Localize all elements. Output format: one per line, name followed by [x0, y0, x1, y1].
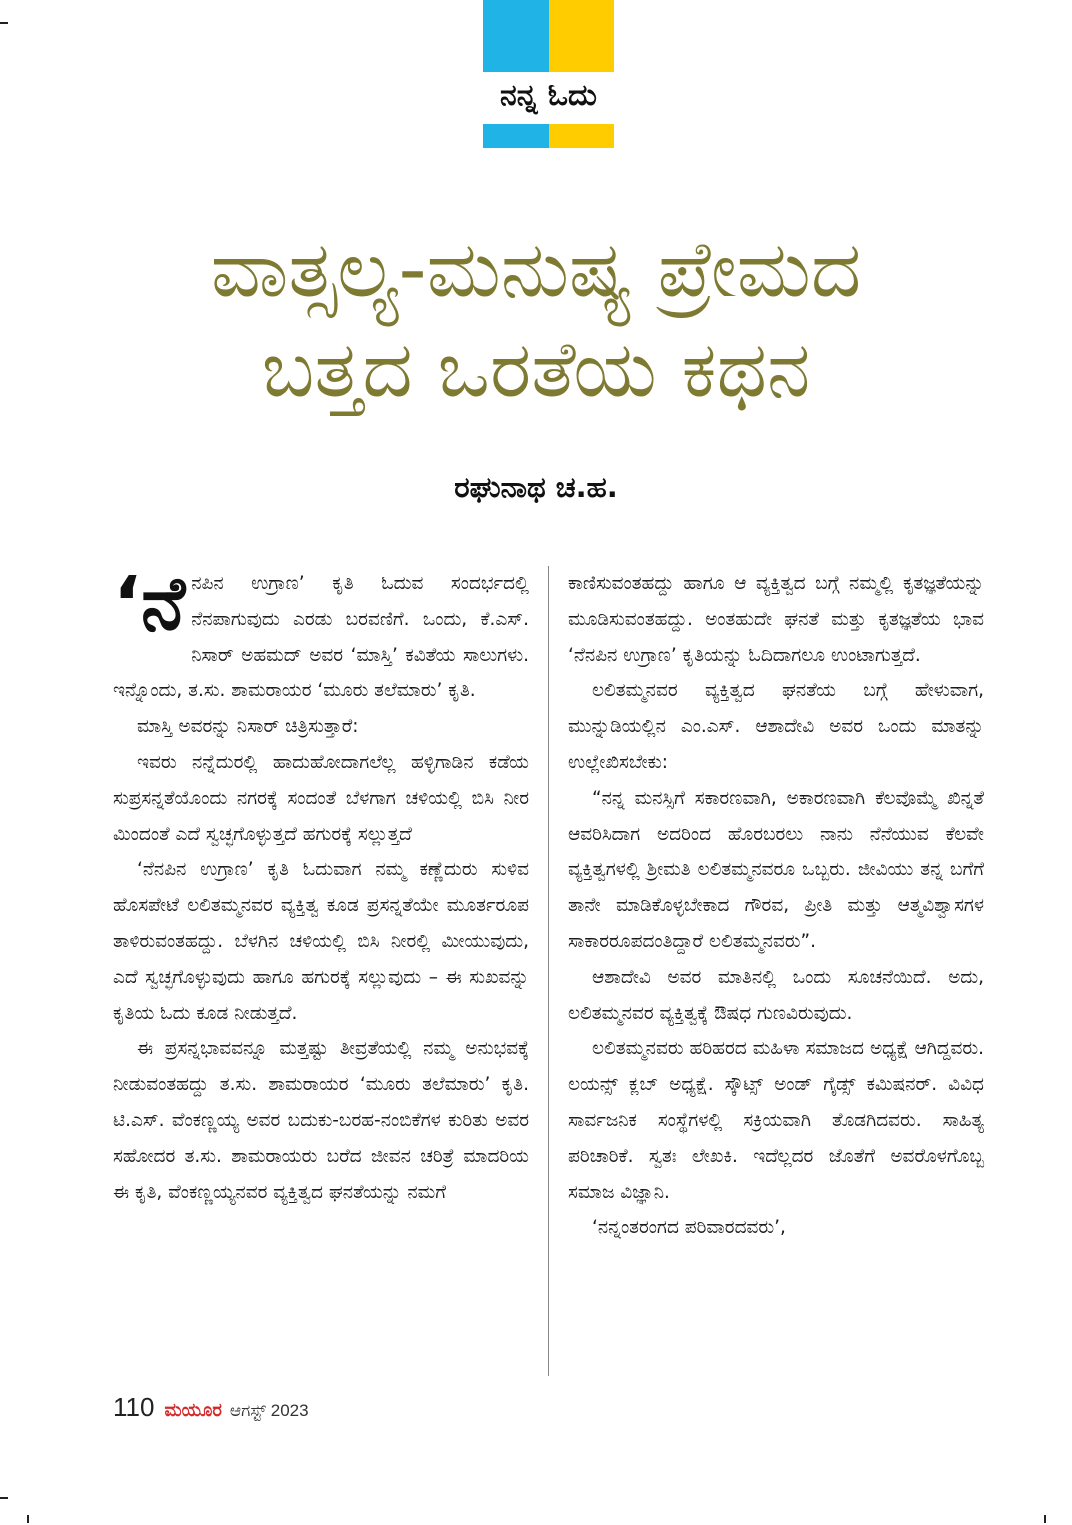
- issue-date: ಆಗಸ್ಟ್ 2023: [229, 1401, 309, 1420]
- paragraph: ‘ನನ್ನಂತರಂಗದ ಪರಿವಾರದವರು’,: [592, 1217, 786, 1239]
- article-title: [60, 220, 1012, 420]
- paragraph: ಈ ಪ್ರಸನ್ನಭಾವವನ್ನೂ ಮತ್ತಷ್ಟು ತೀವ್ರತೆಯಲ್ಲಿ ನಮ್ಮ ಅನುಭವಕ್ಕೆ ನೀಡುವಂತಹದ್ದು ತ.ಸು. ಶಾಮರಾಯರ ‘ಮೂರು ತಲೆಮಾರು’ ಕೃತಿ. ಟಿ.ಎಸ್. ವೆಂಕಣ್ಣಯ್ಯ ಅವರ ಬದುಕು-ಬರಹ-ನಂಬಿಕೆಗಳ ಕುರಿತು ಅವರ ಸಹೋದರ ತ.ಸು. ಶಾಮರಾಯರು ಬರೆದ ಜೀವನ ಚರಿತ್ರೆ ಮಾದರಿಯ ಈ ಕೃತಿ, ವೆಂಕಣ್ಣಯ್ಯನವರ ವ್ಯಕ್ತಿತ್ವದ ಘನತೆಯನ್ನು ನಮಗೆ: [113, 1038, 529, 1203]
- column-divider: [548, 566, 549, 1376]
- left-column: [113, 561, 529, 1210]
- paragraph: ಲಲಿತಮ್ಮನವರು ಹರಿಹರದ ಮಹಿಳಾ ಸಮಾಜದ ಅಧ್ಯಕ್ಷೆ ಆಗಿದ್ದವರು. ಲಯನ್ಸ್ ಕ್ಲಬ್ ಅಧ್ಯಕ್ಷೆ. ಸ್ಕೌಟ್ಸ್ ಅಂಡ್ ಗೈಡ್ಸ್ ಕಮಿಷನರ್. ವಿವಿಧ ಸಾರ್ವಜನಿಕ ಸಂಸ್ಥೆಗಳಲ್ಲಿ ಸಕ್ರಿಯವಾಗಿ ತೊಡಗಿದವರು. ಸಾಹಿತ್ಯ ಪರಿಚಾರಿಕೆ. ಸ್ವತಃ ಲೇಖಕಿ. ಇದೆಲ್ಲದರ ಜೊತೆಗೆ ಅವರೊಳಗೊಬ್ಬ ಸಮಾಜ ವಿಜ್ಞಾನಿ.: [568, 1038, 984, 1203]
- crop-mark: [0, 1497, 8, 1499]
- quotation: “ನನ್ನ ಮನಸ್ಸಿಗೆ ಸಕಾರಣವಾಗಿ, ಅಕಾರಣವಾಗಿ ಕೆಲವೊಮ್ಮೆ ಖಿನ್ನತೆ ಆವರಿಸಿದಾಗ ಅದರಿಂದ ಹೊರಬರಲು ನಾನು ನೆನೆಯುವ ಕೆಲವೇ ವ್ಯಕ್ತಿತ್ವಗಳಲ್ಲಿ ಶ್ರೀಮತಿ ಲಲಿತಮ್ಮನವರೂ ಒಬ್ಬರು. ಜೀವಿಯು ತನ್ನ ಬಗೆಗೆ ತಾನೇ ಮಾಡಿಕೊಳ್ಳಬೇಕಾದ ಗೌರವ, ಪ್ರೀತಿ ಮತ್ತು ಆತ್ಮವಿಶ್ವಾಸಗಳ ಸಾಕಾರರೂಪದಂತಿದ್ದಾರೆ ಲಲಿತಮ್ಮನವರು”.: [568, 787, 984, 952]
- paragraph: ‘ನೆನಪಿನ ಉಗ್ರಾಣ’ ಕೃತಿ ಓದುವಾಗ ನಮ್ಮ ಕಣ್ಣೆದುರು ಸುಳಿವ ಹೊಸಪೇಟೆ ಲಲಿತಮ್ಮನವರ ವ್ಯಕ್ತಿತ್ವ ಕೂಡ ಪ್ರಸನ್ನತೆಯೇ ಮೂರ್ತರೂಪ ತಾಳಿರುವಂತಹದ್ದು. ಬೆಳಗಿನ ಚಳಿಯಲ್ಲಿ ಬಿಸಿ ನೀರಲ್ಲಿ ಮೀಯುವುದು, ಎದೆ ಸ್ವಚ್ಛಗೊಳ್ಳುವುದು ಹಾಗೂ ಹಗುರಕ್ಕೆ ಸಲ್ಲುವುದು – ಈ ಸುಖವನ್ನು ಕೃತಿಯ ಓದು ಕೂಡ ನೀಡುತ್ತದೆ.: [113, 859, 529, 1024]
- right-column: [568, 566, 984, 1246]
- section-label: ನನ್ನ ಓದು: [500, 78, 597, 113]
- author-name: ರಘುನಾಥ ಚ.ಹ.: [454, 470, 618, 504]
- section-badge: [483, 0, 614, 148]
- paragraph: ಮಾಸ್ತಿ ಅವರನ್ನು ನಿಸಾರ್ ಚಿತ್ರಿಸುತ್ತಾರೆ:: [137, 716, 359, 738]
- paragraph: ಆಶಾದೇವಿ ಅವರ ಮಾತಿನಲ್ಲಿ ಒಂದು ಸೂಚನೆಯಿದೆ. ಅದು, ಲಲಿತಮ್ಮನವರ ವ್ಯಕ್ತಿತ್ವಕ್ಕೆ ಔಷಧ ಗುಣವಿರುವುದು.: [568, 966, 984, 1024]
- title-line-1: ವಾತ್ಸಲ್ಯ-ಮನುಷ್ಯ ಪ್ರೇಮದ: [210, 225, 862, 315]
- poem-quote: ಇವರು ನನ್ನೆದುರಲ್ಲಿ ಹಾದುಹೋದಾಗಲೆಲ್ಲ ಹಳ್ಳಿಗಾಡಿನ ಕಡೆಯ ಸುಪ್ರಸನ್ನತೆಯೊಂದು ನಗರಕ್ಕೆ ಸಂದಂತೆ ಬೆಳಗಾಗ ಚಳಿಯಲ್ಲಿ ಬಿಸಿ ನೀರ ಮಿಂದಂತೆ ಎದೆ ಸ್ವಚ್ಛಗೊಳ್ಳುತ್ತದೆ ಹಗುರಕ್ಕೆ ಸಲ್ಲುತ್ತದೆ: [113, 751, 529, 845]
- paragraph-text: ನಪಿನ ಉಗ್ರಾಣ’ ಕೃತಿ ಓದುವ ಸಂದರ್ಭದಲ್ಲಿ ನೆನಪಾಗುವುದು ಎರಡು ಬರವಣಿಗೆ. ಒಂದು, ಕೆ.ಎಸ್. ನಿಸಾರ್ ಅಹಮದ್ ಅವರ ‘ಮಾಸ್ತಿ’ ಕವಿತೆಯ ಸಾಲುಗಳು. ಇನ್ನೊಂದು, ತ.ಸು. ಶಾಮರಾಯರ ‘ಮೂರು ತಲೆಮಾರು’ ಕೃತಿ.: [113, 573, 529, 702]
- paragraph: ಲಲಿತಮ್ಮನವರ ವ್ಯಕ್ತಿತ್ವದ ಘನತೆಯ ಬಗ್ಗೆ ಹೇಳುವಾಗ, ಮುನ್ನುಡಿಯಲ್ಲಿನ ಎಂ.ಎಸ್. ಆಶಾದೇವಿ ಅವರ ಒಂದು ಮಾತನ್ನು ಉಲ್ಲೇಖಿಸಬೇಕು:: [568, 680, 984, 773]
- paragraph: [113, 561, 529, 709]
- crop-mark: [27, 1515, 29, 1523]
- paragraph: ಕಾಣಿಸುವಂತಹದ್ದು ಹಾಗೂ ಆ ವ್ಯಕ್ತಿತ್ವದ ಬಗ್ಗೆ ನಮ್ಮಲ್ಲಿ ಕೃತಜ್ಞತೆಯನ್ನು ಮೂಡಿಸುವಂತಹದ್ದು. ಅಂತಹುದೇ ಘನತೆ ಮತ್ತು ಕೃತಜ್ಞತೆಯ ಭಾವ ‘ನೆನಪಿನ ಉಗ್ರಾಣ’ ಕೃತಿಯನ್ನು ಓದಿದಾಗಲೂ ಉಂಟಾಗುತ್ತದೆ.: [568, 573, 984, 666]
- page-number: 110: [113, 1392, 155, 1422]
- crop-mark: [1044, 1515, 1046, 1523]
- page-footer: [113, 1392, 309, 1432]
- magazine-logo: ಮಯೂರ: [164, 1400, 222, 1421]
- drop-cap: ‘ನೆ: [113, 561, 186, 647]
- crop-mark: [0, 22, 8, 24]
- title-line-2: ಬತ್ತದ ಒರತೆಯ ಕಥನ: [261, 325, 811, 415]
